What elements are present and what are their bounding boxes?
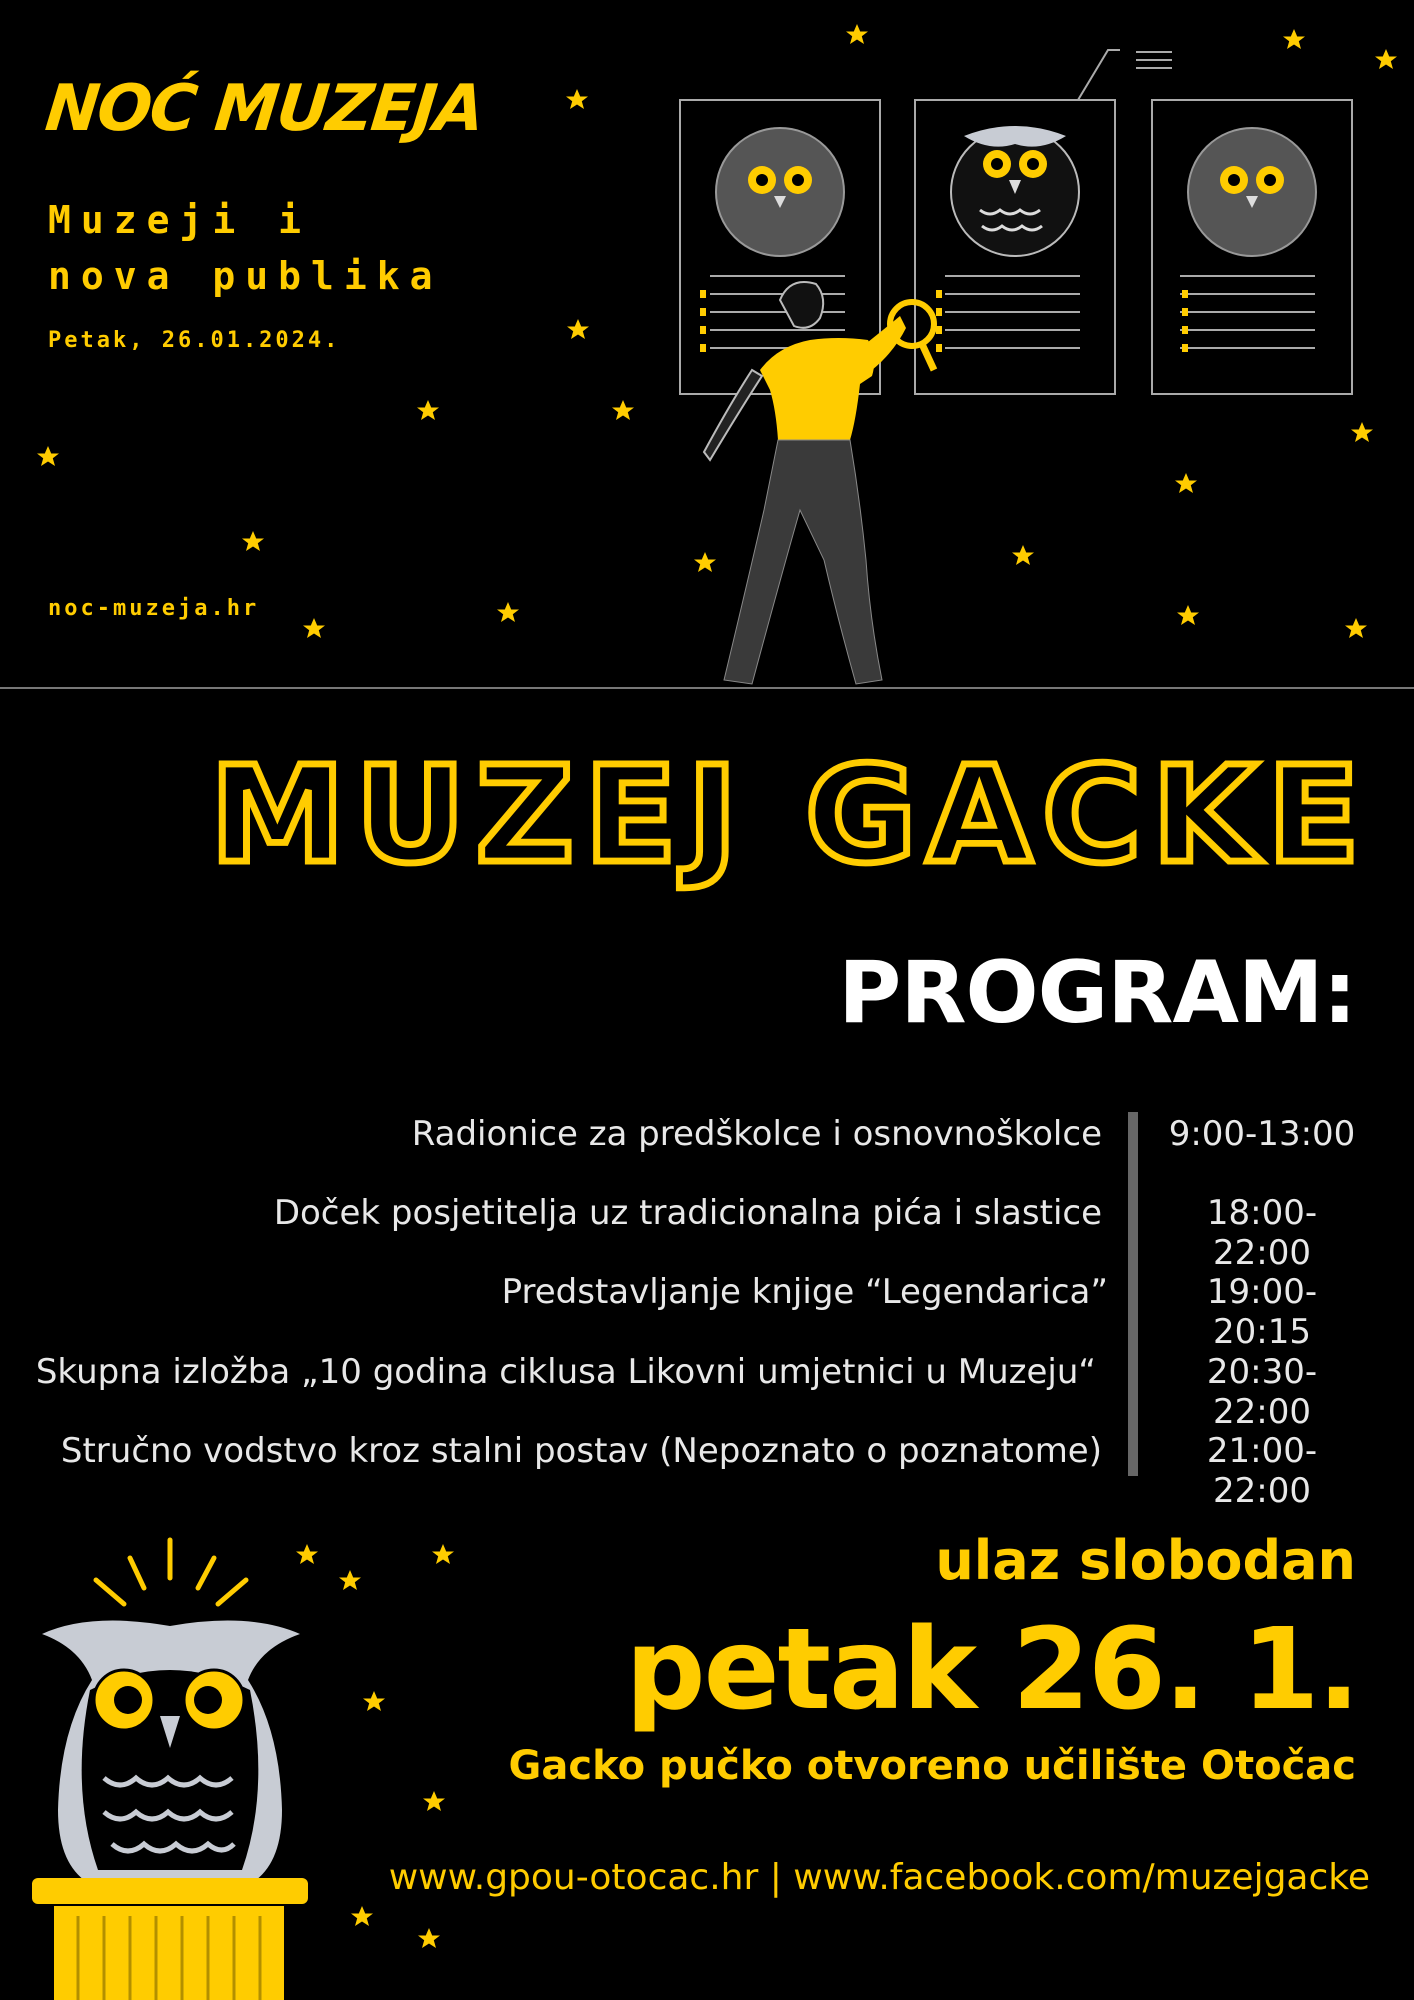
- schedule-time: 21:00-22:00: [1206, 1431, 1318, 1511]
- museum-title: MUZEJ GACKE: [209, 738, 1370, 894]
- schedule-row: [0, 1272, 1414, 1352]
- section-divider: [0, 687, 1414, 689]
- program-heading: PROGRAM:: [838, 943, 1356, 1043]
- schedule-time: 19:00-20:15: [1206, 1272, 1318, 1352]
- header-website[interactable]: noc-muzeja.hr: [48, 596, 260, 621]
- star-icon: [363, 1691, 385, 1711]
- star-icon: [37, 446, 59, 466]
- noc-muzeja-logo: NOĆ MUZEJA: [42, 72, 487, 146]
- schedule-time: 18:00-22:00: [1206, 1193, 1318, 1273]
- star-icon: [242, 531, 264, 551]
- schedule-row: [0, 1193, 1414, 1273]
- star-icon: [423, 1791, 445, 1811]
- star-icon: [339, 1570, 361, 1590]
- star-icon: [567, 319, 589, 339]
- schedule-event: Predstavljanje knjige “Legendarica”: [501, 1272, 1108, 1312]
- schedule-event: Radionice za predškolce i osnovnoškolce: [411, 1114, 1102, 1154]
- star-icon: [566, 89, 588, 109]
- owl-portrait-1: [716, 128, 844, 256]
- owl-on-pedestal-icon: [20, 1530, 320, 2000]
- schedule-event: Stručno vodstvo kroz stalni postav (Nepoznato o poznatome): [60, 1431, 1102, 1471]
- star-icon: [612, 400, 634, 420]
- museum-visitor-illustration: [660, 40, 1380, 700]
- tagline: Muzeji i nova publika: [48, 198, 443, 298]
- owl-portrait-2: [951, 126, 1079, 256]
- star-icon: [417, 400, 439, 420]
- star-icon: [497, 602, 519, 622]
- header-date: Petak, 26.01.2024.: [48, 328, 341, 353]
- schedule-time: 20:30-22:00: [1206, 1352, 1318, 1432]
- schedule-event: Doček posjetitelja uz tradicionalna pića i slastice: [273, 1193, 1102, 1233]
- schedule-row: [0, 1114, 1414, 1174]
- schedule-event: Skupna izložba „10 godina ciklusa Likovni umjetnici u Muzeju“: [35, 1352, 1096, 1392]
- owl-portrait-3: [1188, 128, 1316, 256]
- schedule-time: 9:00-13:00: [1168, 1114, 1356, 1154]
- free-entry-label: ulaz slobodan: [935, 1529, 1356, 1592]
- star-icon: [432, 1544, 454, 1564]
- web-links[interactable]: www.gpou-otocac.hr | www.facebook.com/muzejgacke: [388, 1857, 1370, 1898]
- schedule-row: [0, 1352, 1414, 1432]
- event-date: petak 26. 1.: [625, 1605, 1358, 1735]
- star-icon: [418, 1928, 440, 1948]
- star-icon: [303, 618, 325, 638]
- schedule-row: [0, 1431, 1414, 1511]
- menu-lines-icon: [1136, 52, 1172, 68]
- star-icon: [351, 1906, 373, 1926]
- venue-name: Gacko pučko otvoreno učilište Otočac: [508, 1743, 1356, 1789]
